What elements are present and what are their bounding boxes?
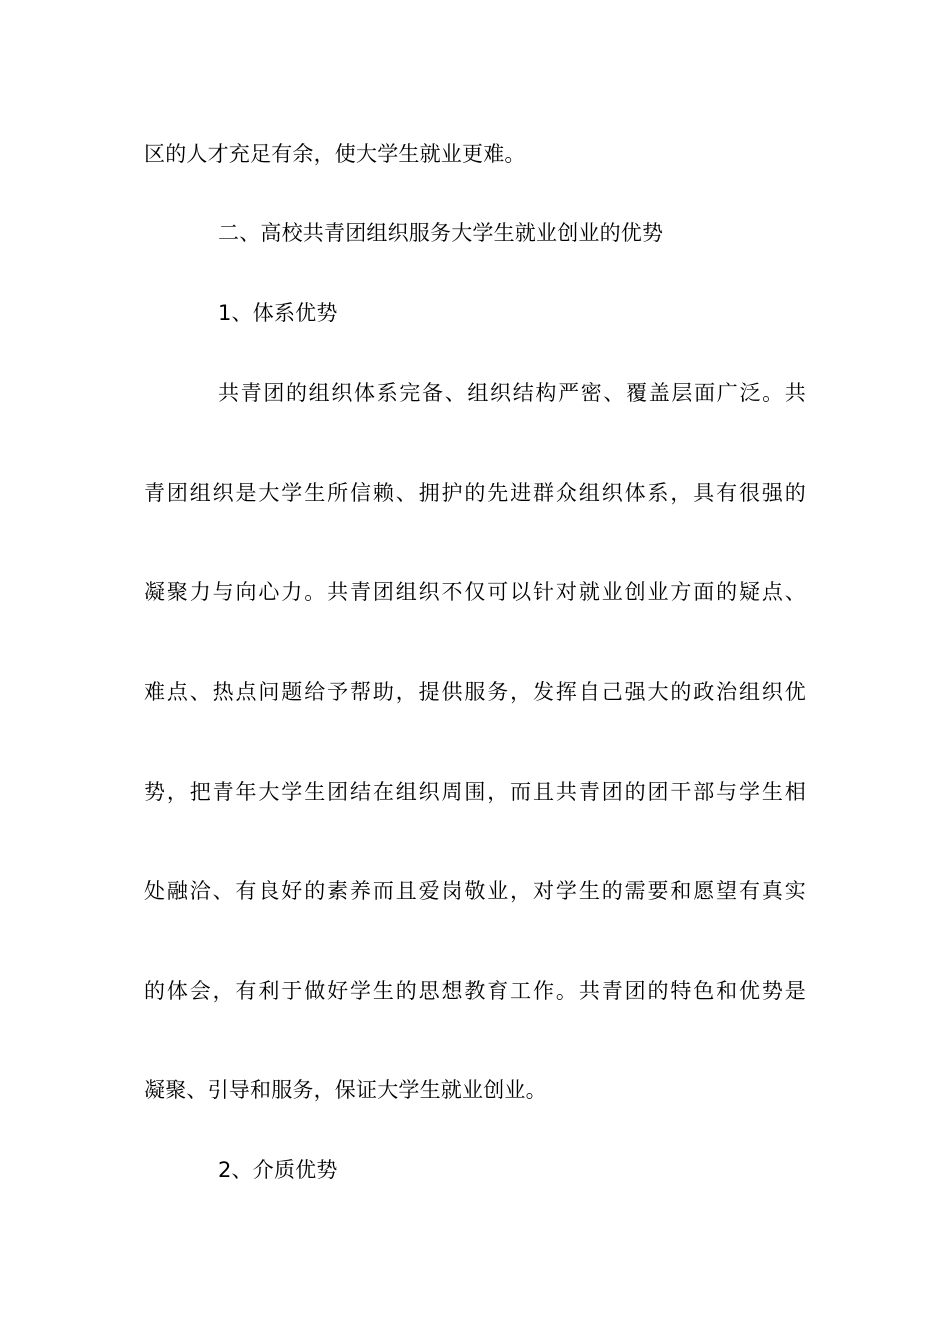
- paragraph-line: 的体会，有利于做好学生的思想教育工作。共青团的特色和优势是: [144, 979, 806, 1003]
- paragraph-continuation: 区的人才充足有余，使大学生就业更难。: [144, 142, 526, 166]
- subsection-heading: 1、体系优势: [218, 301, 338, 325]
- paragraph-line: 共青团的组织体系完备、组织结构严密、覆盖层面广泛。共: [218, 381, 806, 405]
- paragraph-line: 处融洽、有良好的素养而且爱岗敬业，对学生的需要和愿望有真实: [144, 879, 806, 903]
- section-heading: 二、高校共青团组织服务大学生就业创业的优势: [218, 221, 664, 245]
- paragraph-line: 势，把青年大学生团结在组织周围，而且共青团的团干部与学生相: [144, 780, 806, 804]
- paragraph-line: 青团组织是大学生所信赖、拥护的先进群众组织体系，具有很强的: [144, 481, 806, 505]
- paragraph-line: 难点、热点问题给予帮助，提供服务，发挥自己强大的政治组织优: [144, 680, 806, 704]
- subsection-heading: 2、介质优势: [218, 1158, 338, 1182]
- paragraph-line: 凝聚、引导和服务，保证大学生就业创业。: [144, 1078, 547, 1102]
- paragraph-line: 凝聚力与向心力。共青团组织不仅可以针对就业创业方面的疑点、: [144, 580, 806, 604]
